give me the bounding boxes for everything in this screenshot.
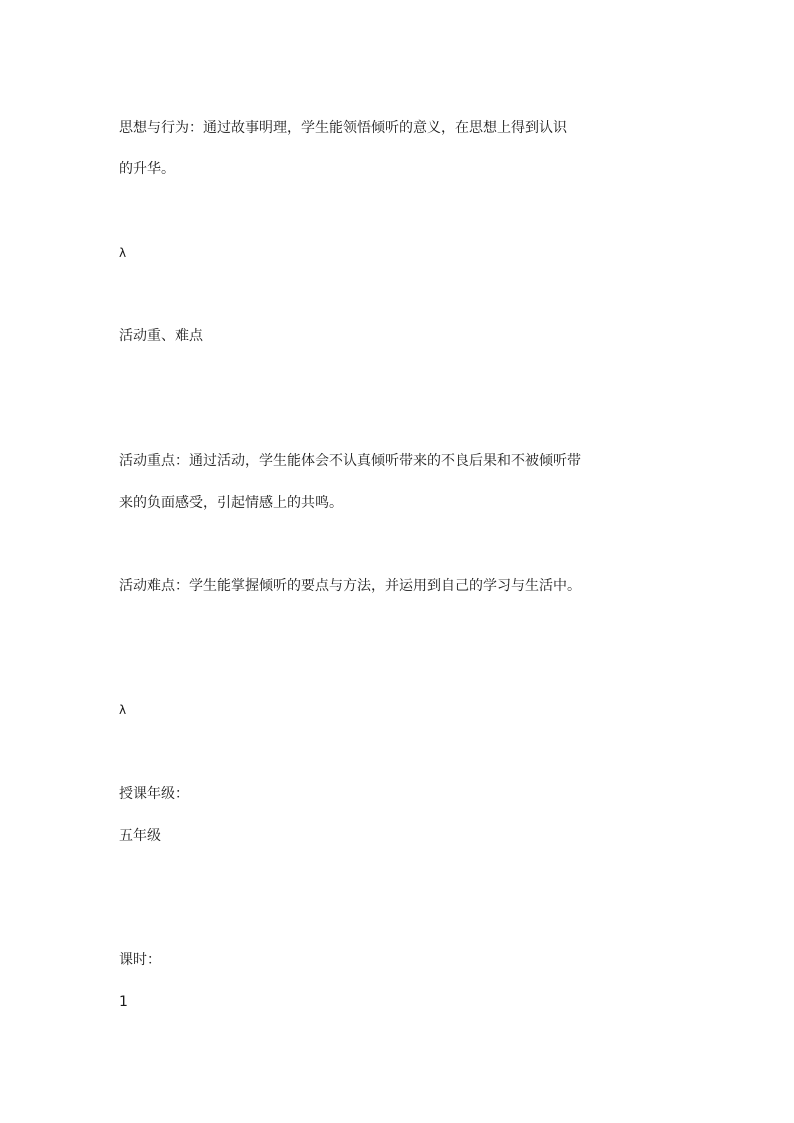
grade-label: 授课年级： [119, 786, 189, 802]
section-heading-key-difficult: 活动重、难点 [119, 328, 203, 344]
thought-goal-line-2: 的升华。 [119, 161, 175, 177]
lambda-bullet-icon-2: λ [119, 703, 127, 717]
grade-value: 五年级 [119, 828, 161, 844]
period-value: 1 [119, 994, 128, 1010]
thought-goal-line-1: 思想与行为：通过故事明理，学生能领悟倾听的意义，在思想上得到认识 [119, 120, 567, 136]
period-label: 课时： [119, 952, 161, 968]
key-point-line-2: 来的负面感受，引起情感上的共鸣。 [119, 495, 343, 511]
lambda-bullet-icon: λ [119, 246, 127, 260]
key-point-line-1: 活动重点：通过活动，学生能体会不认真倾听带来的不良后果和不被倾听带 [119, 453, 581, 469]
difficult-point: 活动难点：学生能掌握倾听的要点与方法，并运用到自己的学习与生活中。 [119, 578, 581, 594]
